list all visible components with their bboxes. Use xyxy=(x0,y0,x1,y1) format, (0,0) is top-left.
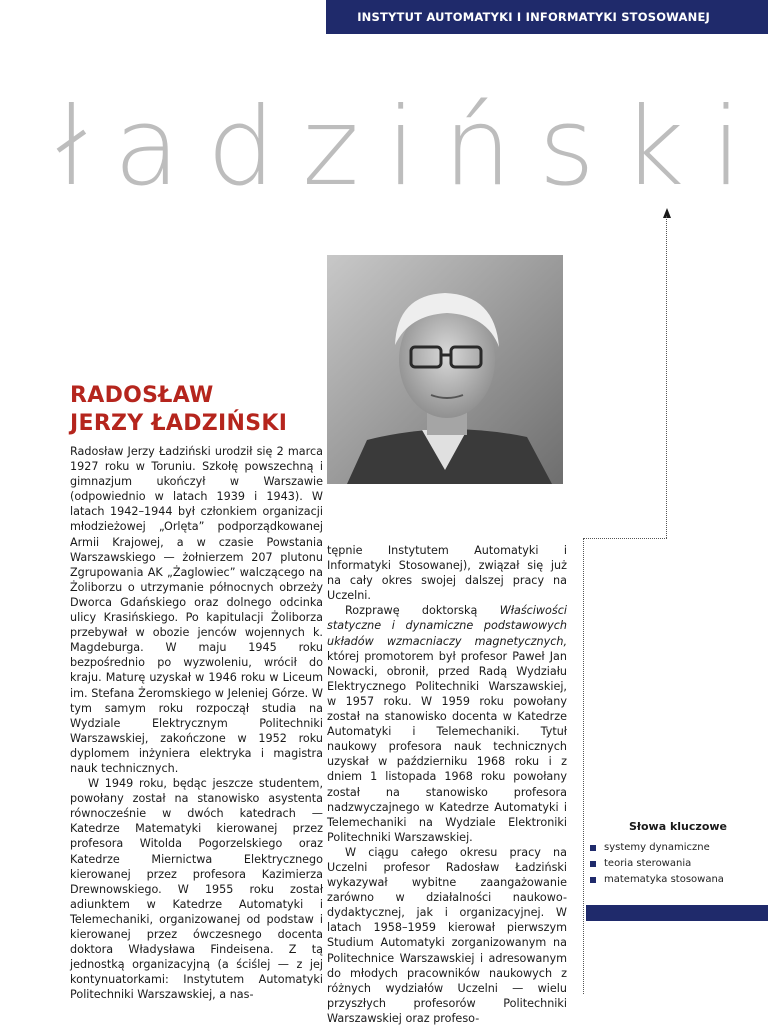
paragraph-text: której promotorem był profesor Paweł Jan Nowacki, obronił, przed Radą Wydziału Elektrycznego Politechniki Warszawskiej, w 1957 roku. W 1959 roku powołany został na stanowisko docenta w Katedrze Automatyki i Telemechaniki. Tytuł naukowy profesora nauk technicznych uzyskał w październiku 1968 roku i z dniem 1 listopada 1968 roku powołany został na stanowisko profesora nadzwyczajnego w Katedrze Automatyki i Telemechaniki na Wydziale Elektroniki Politechniki Warszawskiej. xyxy=(327,649,567,844)
square-bullet-icon xyxy=(590,861,596,867)
header-bar xyxy=(326,0,768,34)
paragraph xyxy=(327,603,567,845)
keyword-label: teoria sterowania xyxy=(604,858,692,869)
name-line-1: RADOSŁAW xyxy=(70,383,214,408)
institute-name: INSTYTUT AUTOMATYKI I INFORMATYKI STOSOWANEJ xyxy=(357,10,710,24)
text-column-2 xyxy=(327,543,567,1026)
keywords-title: Słowa kluczowe xyxy=(629,820,727,833)
keyword-label: systemy dynamiczne xyxy=(604,842,710,853)
paragraph-text: Rozprawę doktorską xyxy=(345,604,500,618)
portrait-photo xyxy=(327,255,563,484)
name-line-2: JERZY ŁADZIŃSKI xyxy=(70,411,288,436)
surname-display: ładziński xyxy=(56,85,768,210)
portrait-image xyxy=(327,255,563,484)
keyword-item xyxy=(590,872,724,888)
footer-bar xyxy=(586,905,768,921)
keywords-list xyxy=(590,840,724,888)
paragraph: tępnie Instytutem Automatyki i Informatyki Stosowanej), związał się już na cały okres swojej dalszej pracy na Uczelni. xyxy=(327,544,567,603)
square-bullet-icon xyxy=(590,845,596,851)
keyword-label: matematyka stosowana xyxy=(604,874,724,885)
paragraph: Radosław Jerzy Ładziński urodził się 2 marca 1927 roku w Toruniu. Szkołę powszechną i gimnazjum ukończył w Warszawie (odpowiednio w latach 1939 i 1943). W latach 1942–1944 był członkiem organizacji młodzieżowej „Orlęta” podporządkowanej Armii Krajowej, a w czasie Powstania Warszawskiego — żołnierzem 207 plutonu Zgrupowania AK „Żaglowiec” walczącego na Żoliborzu o utrzymanie północnych obrzeży Dworca Gdańskiego oraz dolnego odcinka ulicy Krasińskiego. Po kapitulacji Żoliborza przebywał w obozie jenców wojennych k. Magdeburga. W maju 1945 roku bezpośrednio po wyzwoleniu, wrócił do kraju. Maturę uzyskał w 1946 roku w Liceum im. Stefana Żeromskiego w Jeleniej Górze. W tym samym roku rozpoczął studia na Wydziale Elektrycznym Politechniki Warszawskiej, zakończone w 1952 roku dyplomem inżyniera elektryka i magistra nauk technicznych. xyxy=(70,445,323,775)
keyword-item xyxy=(590,856,724,872)
person-name xyxy=(70,382,320,438)
paragraph: W 1949 roku, będąc jeszcze studentem, powołany został na stanowisko asystenta równocześnie w dwóch katedrach — Katedrze Matematyki kierowanej przez profesora Witolda Pogorzelskiego oraz Katedrze Miernictwa Elektrycznego kierowanej przez profesora Kazimierza Drewnowskiego. W 1955 roku został adiunktem w Katedrze Automatyki i Telemechaniki, organizowanej od podstaw i kierowanej przez ówczesnego docenta doktora Władysława Findeisena. Z tą jednostką organizacyjną (a ściślej — z jej kontynuatorkami: Instytutem Automatyki Politechniki Warszawskiej, a nas- xyxy=(70,777,323,1002)
square-bullet-icon xyxy=(590,877,596,883)
text-column-1 xyxy=(70,444,323,1002)
arrow-line-down xyxy=(583,538,584,994)
paragraph: W ciągu całego okresu pracy na Uczelni profesor Radosław Ładziński wykazywał wybitne zaangażowanie zarówno w działalności naukowo-dydaktycznej, jak i organizacyjnej. W latach 1958–1959 kierował pierwszym Studium Automatyki zorganizowanym na Politechnice Warszawskiej i adresowanym do młodych pracowników naukowych z różnych wydziałów Uczelni — wielu przyszłych profesorów Politechniki Warszawskiej oraz profeso- xyxy=(327,845,567,1025)
thesis-title: Właściwości statyczne i dynamiczne podstawowych układów wzmacniaczy magnetycznych, xyxy=(327,604,567,648)
arrow-up-icon xyxy=(663,208,671,218)
arrow-line-horizontal xyxy=(583,538,667,539)
keyword-item xyxy=(590,840,724,856)
arrow-line-vertical xyxy=(666,216,667,538)
